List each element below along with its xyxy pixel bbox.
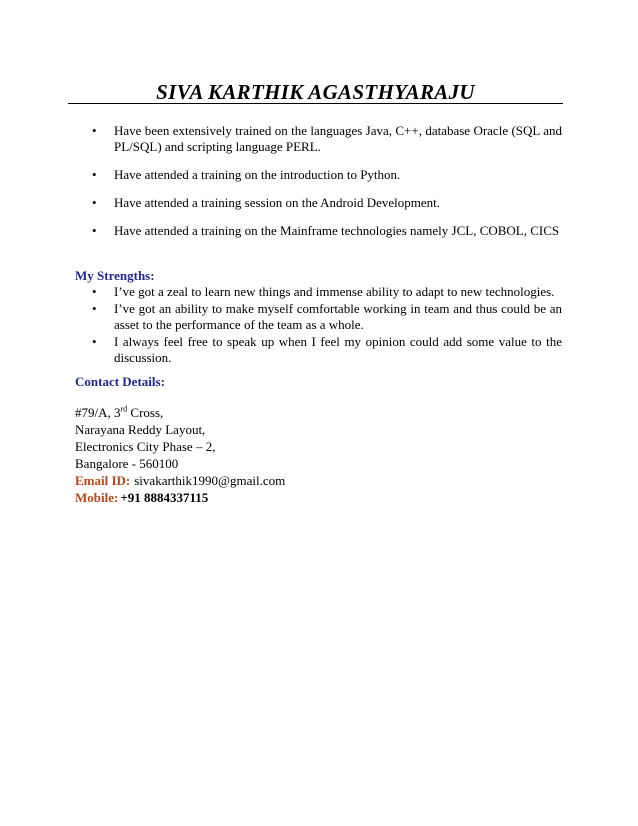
candidate-name: SIVA KARTHIK AGASTHYARAJU xyxy=(156,80,475,104)
list-item xyxy=(92,123,562,155)
address-number: #79/A, 3 xyxy=(75,405,121,420)
email-label: Email ID: xyxy=(75,473,131,488)
email-value[interactable]: sivakarthik1990@gmail.com xyxy=(134,473,286,488)
bullet-icon: • xyxy=(92,223,97,238)
contact-heading: Contact Details: xyxy=(75,374,165,389)
list-item xyxy=(92,334,562,366)
bullet-icon: • xyxy=(92,167,97,182)
training-item-text: Have been extensively trained on the languages Java, C++, database Oracle (SQL and PL/SQL) and scripting language PERL. xyxy=(114,123,562,154)
bullet-icon: • xyxy=(92,123,97,138)
name-underline-divider xyxy=(68,103,563,104)
mobile-label: Mobile: xyxy=(75,490,119,505)
address-cross: Cross, xyxy=(127,405,164,420)
strengths-heading: My Strengths: xyxy=(75,268,155,283)
mobile-row xyxy=(75,489,285,506)
bullet-icon: • xyxy=(92,334,97,349)
bullet-icon: • xyxy=(92,195,97,210)
list-item xyxy=(92,223,562,239)
address-line-2: Narayana Reddy Layout, xyxy=(75,422,206,437)
address-line-4: Bangalore - 560100 xyxy=(75,456,179,471)
list-item xyxy=(92,167,562,183)
bullet-icon: • xyxy=(92,284,97,299)
training-item-text: Have attended a training session on the Android Development. xyxy=(114,195,441,210)
strength-item-text: I always feel free to speak up when I feel my opinion could add some value to the discussion. xyxy=(114,334,562,365)
list-item xyxy=(92,301,562,333)
email-row xyxy=(75,472,285,489)
training-item-text: Have attended a training on the Mainframe technologies namely JCL, COBOL, CICS xyxy=(114,223,560,238)
ordinal-suffix: rd xyxy=(120,404,128,414)
address-line-1 xyxy=(75,404,285,421)
bullet-icon: • xyxy=(92,301,97,316)
contact-details xyxy=(75,404,285,506)
training-item-text: Have attended a training on the introduction to Python. xyxy=(114,167,401,182)
list-item xyxy=(92,284,562,300)
list-item xyxy=(92,195,562,211)
strengths-list xyxy=(92,284,562,367)
strength-item-text: I’ve got a zeal to learn new things and immense ability to adapt to new technologies. xyxy=(114,284,555,299)
address-line-3: Electronics City Phase – 2, xyxy=(75,439,216,454)
strength-item-text: I’ve got an ability to make myself comfortable working in team and thus could be an asset to the performance of the team as a whole. xyxy=(114,301,562,332)
mobile-value: +91 8884337115 xyxy=(120,490,209,505)
training-list xyxy=(92,123,562,251)
